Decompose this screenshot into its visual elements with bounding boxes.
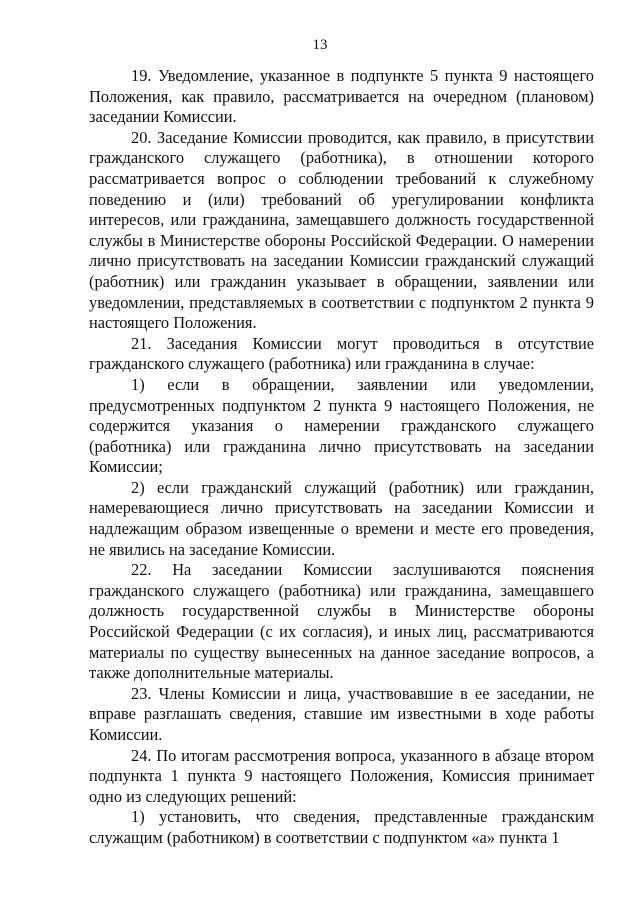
- paragraph-21: 21. Заседания Комиссии могут проводиться в отсутствие гражданского служащего (работника) или гражданина в случае:: [89, 333, 594, 374]
- paragraph-21-item-1: 1) если в обращении, заявлении или уведомлении, предусмотренных подпунктом 2 пункта 9 настоящего Положения, не содержится указания о намерении гражданского служащего (работника) или гражданина лично присутствовать на заседании Комиссии;: [89, 374, 594, 477]
- paragraph-20: 20. Заседание Комиссии проводится, как правило, в присутствии гражданского служащего (работника), в отношении которого рассматривается вопрос о соблюдении требований к служебному поведению и (или) требований об урегулировании конфликта интересов, или гражданина, замещавшего должность государственной службы в Министерстве обороны Российской Федерации. О намерении лично присутствовать на заседании Комиссии гражданский служащий (работник) или гражданин указывает в обращении, заявлении или уведомлении, представляемых в соответствии с подпунктом 2 пункта 9 настоящего Положения.: [89, 127, 594, 333]
- paragraph-22: 22. На заседании Комиссии заслушиваются пояснения гражданского служащего (работника) или гражданина, замещавшего должность государственной службы в Министерстве обороны Российской Федерации (с их согласия), и иных лиц, рассматриваются материалы по существу вынесенных на данное заседание вопросов, а также дополнительные материалы.: [89, 560, 594, 683]
- page-number: 13: [312, 37, 328, 53]
- paragraph-24-item-1: 1) установить, что сведения, представленные гражданским служащим (работником) в соответствии с подпунктом «а» пункта 1: [89, 807, 594, 847]
- paragraph-24: 24. По итогам рассмотрения вопроса, указанного в абзаце втором подпункта 1 пункта 9 настоящего Положения, Комиссия принимает одно из следующих решений:: [89, 745, 594, 806]
- paragraph-23: 23. Члены Комиссии и лица, участвовавшие в ее заседании, не вправе разглашать сведения, ставшие им известными в ходе работы Комиссии.: [89, 683, 594, 744]
- paragraph-19: 19. Уведомление, указанное в подпункте 5 пункта 9 настоящего Положения, как правило, рассматривается на очередном (плановом) заседании Комиссии.: [89, 66, 594, 127]
- paragraph-21-item-2: 2) если гражданский служащий (работник) или гражданин, намеревающиеся лично присутствовать на заседании Комиссии и надлежащим образом извещенные о времени и месте его проведения, не явились на заседание Комиссии.: [89, 477, 594, 559]
- document-body: [89, 66, 594, 849]
